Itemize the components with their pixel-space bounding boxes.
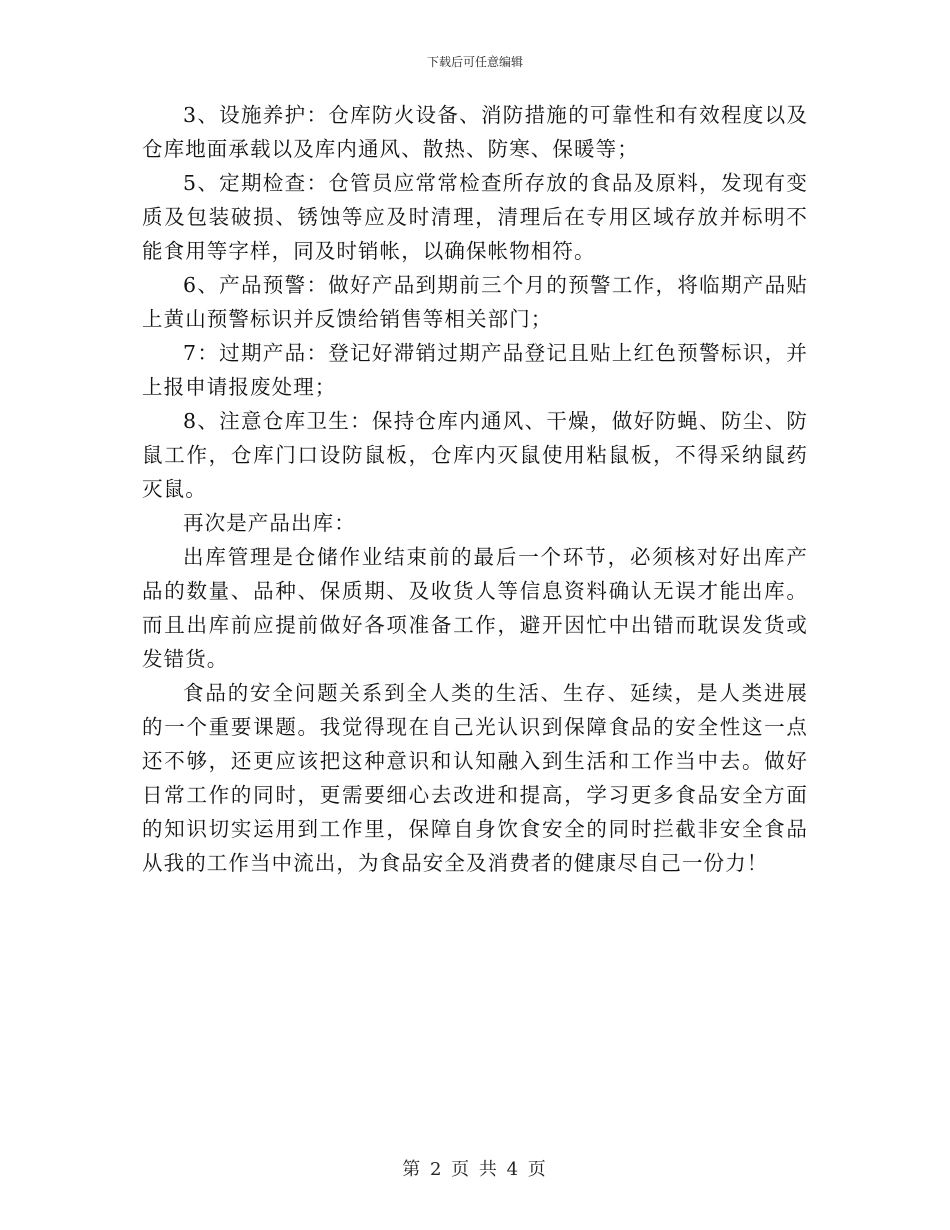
paragraph-periodic-inspection: 5、定期检查：仓管员应常常检查所存放的食品及原料，发现有变质及包装破损、锈蚀等应及时清理，清理后在专用区域存放并标明不能食用等字样，同及时销帐，以确保帐物相符。 <box>142 171 808 263</box>
page-number: 第 2 页 共 4 页 <box>402 1159 548 1180</box>
paragraph-warehouse-hygiene: 8、注意仓库卫生：保持仓库内通风、干燥，做好防蝇、防尘、防鼠工作，仓库门口设防鼠板，仓库内灭鼠使用粘鼠板，不得采纳鼠药灭鼠。 <box>142 409 808 501</box>
header-note: 下载后可任意编辑 <box>426 55 523 69</box>
paragraph-outbound-management: 出库管理是仓储作业结束前的最后一个环节，必须核对好出库产品的数量、品种、保质期、及收货人等信息资料确认无误才能出库。而且出库前应提前做好各项准备工作，避开因忙中出错而耽误发货或发错货。 <box>142 545 808 671</box>
paragraph-product-warning: 6、产品预警：做好产品到期前三个月的预警工作，将临期产品贴上黄山预警标识并反馈给销售等相关部门； <box>142 273 808 331</box>
document-body <box>142 98 808 880</box>
paragraph-food-safety-conclusion: 食品的安全问题关系到全人类的生活、生存、延续，是人类进展的一个重要课题。我觉得现在自己光认识到保障食品的安全性这一点还不够，还更应该把这种意识和认知融入到生活和工作当中去。做好日常工作的同时，更需要细心去改进和提高，学习更多食品安全方面的知识切实运用到工作里，保障自身饮食安全的同时拦截非安全食品从我的工作当中流出，为食品安全及消费者的健康尽自己一份力！ <box>142 681 808 875</box>
paragraph-expired-products: 7：过期产品：登记好滞销过期产品登记且贴上红色预警标识，并上报申请报废处理； <box>142 341 808 399</box>
paragraph-outbound-heading: 再次是产品出库： <box>183 511 356 535</box>
paragraph-facility-maintenance: 3、设施养护：仓库防火设备、消防措施的可靠性和有效程度以及仓库地面承载以及库内通风、散热、防寒、保暖等； <box>142 103 808 161</box>
